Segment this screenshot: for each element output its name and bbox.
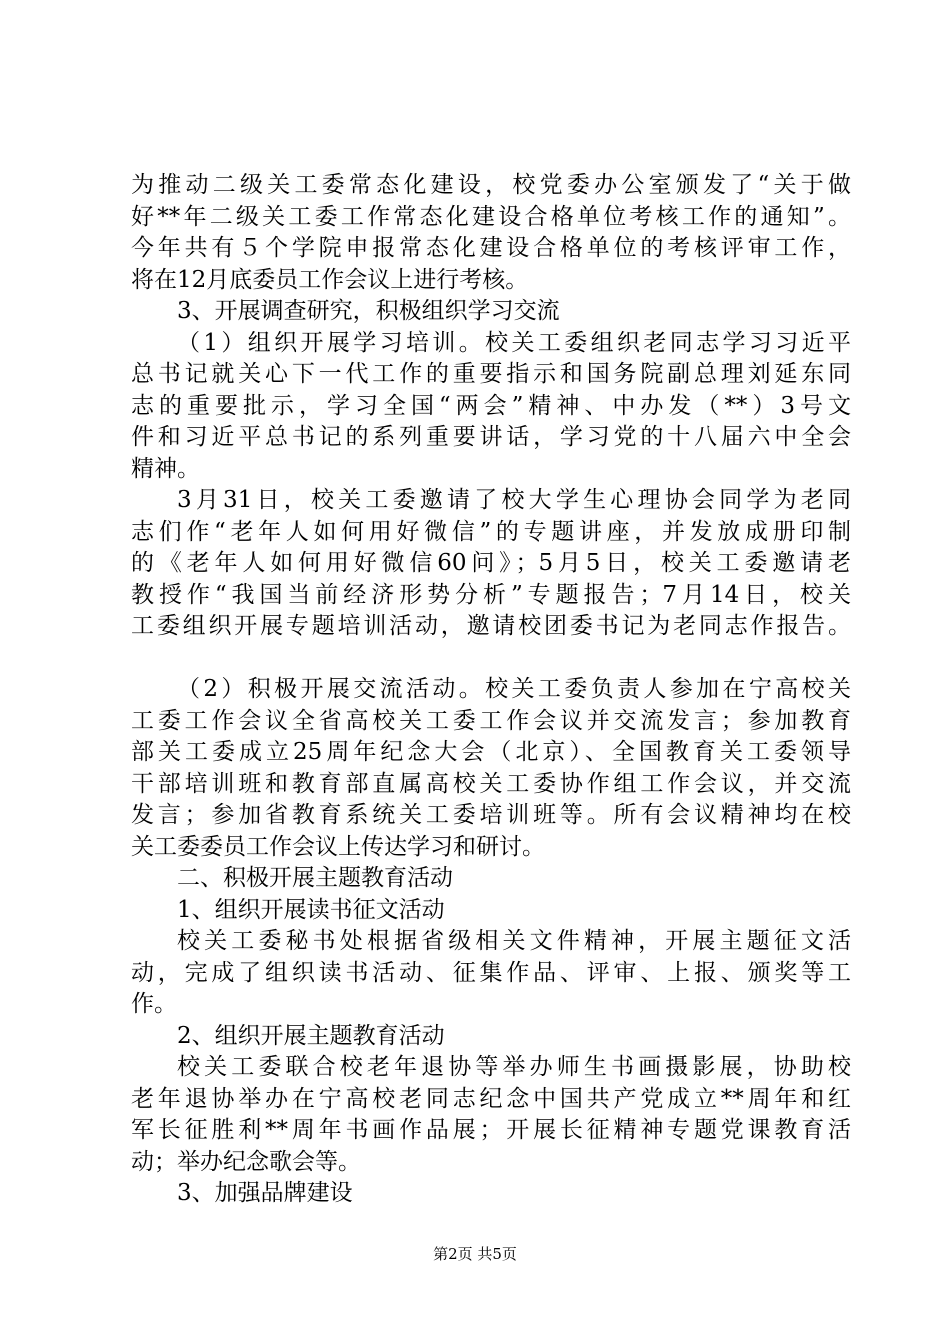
paragraph-line: 为推动二级关工委常态化建设，校党委办公室颁发了“关于做 <box>131 172 851 198</box>
paragraph-line: 3月31日，校关工委邀请了校大学生心理协会同学为老同 <box>177 487 851 513</box>
paragraph-line: 工委工作会议全省高校关工委工作会议并交流发言；参加教育 <box>131 707 851 734</box>
paragraph-line: 动；举办纪念歌会等。 <box>131 1148 361 1175</box>
body-text <box>131 170 851 1210</box>
subsection-heading: 1、组织开展读书征文活动 <box>177 896 445 923</box>
paragraph-line: 志们作“老年人如何用好微信”的专题讲座，并发放成册印制 <box>131 518 851 545</box>
paragraph-line: 将在12月底委员工作会议上进行考核。 <box>131 266 529 293</box>
paragraph-line: 总书记就关心下一代工作的重要指示和国务院副总理刘延东同 <box>131 361 851 387</box>
paragraph-line: 关工委委员工作会议上传达学习和研讨。 <box>131 833 545 860</box>
subsection-heading: 3、加强品牌建设 <box>177 1180 353 1206</box>
paragraph-line: （2）积极开展交流活动。校关工委负责人参加在宁高校关 <box>177 676 851 702</box>
paragraph-line: 部关工委成立25周年纪念大会（北京）、全国教育关工委领导 <box>131 739 851 765</box>
paragraph-line: 作。 <box>131 991 177 1017</box>
paragraph-line: 干部培训班和教育部直属高校关工委协作组工作会议，并交流 <box>131 770 851 797</box>
paragraph-line: （1）组织开展学习培训。校关工委组织老同志学习习近平 <box>177 329 851 356</box>
section-heading: 二、积极开展主题教育活动 <box>177 865 453 891</box>
paragraph-line: 校关工委联合校老年退协等举办师生书画摄影展，协助校 <box>177 1054 851 1080</box>
paragraph-line: 教授作“我国当前经济形势分析”专题报告；7月14日，校关 <box>131 581 851 608</box>
paragraph-line: 军长征胜利**周年书画作品展；开展长征精神专题党课教育活 <box>131 1117 851 1143</box>
section-heading: 3、开展调查研究，积极组织学习交流 <box>177 298 560 324</box>
paragraph-line: 今年共有５个学院申报常态化建设合格单位的考核评审工作， <box>131 235 851 261</box>
paragraph-line: 动，完成了组织读书活动、征集作品、评审、上报、颁奖等工 <box>131 959 851 986</box>
paragraph-line: 好**年二级关工委工作常态化建设合格单位考核工作的通知”。 <box>131 203 851 230</box>
paragraph-line: 志的重要批示，学习全国“两会”精神、中办发（**）3号文 <box>131 392 851 419</box>
subsection-heading: 2、组织开展主题教育活动 <box>177 1022 445 1049</box>
paragraph-line: 的《老年人如何用好微信60问》；5月5日，校关工委邀请老 <box>131 550 851 576</box>
page-number-footer: 第2页 共5页 <box>433 1245 517 1263</box>
paragraph-line: 发言；参加省教育系统关工委培训班等。所有会议精神均在校 <box>131 802 851 828</box>
paragraph-line: 老年退协举办在宁高校老同志纪念中国共产党成立**周年和红 <box>131 1085 851 1112</box>
paragraph-line: 工委组织开展专题培训活动，邀请校团委书记为老同志作报告。 <box>131 613 851 639</box>
paragraph-line: 精神。 <box>131 455 200 482</box>
paragraph-line: 件和习近平总书记的系列重要讲话，学习党的十八届六中全会 <box>131 424 851 450</box>
paragraph-line: 校关工委秘书处根据省级相关文件精神，开展主题征文活 <box>177 928 851 954</box>
